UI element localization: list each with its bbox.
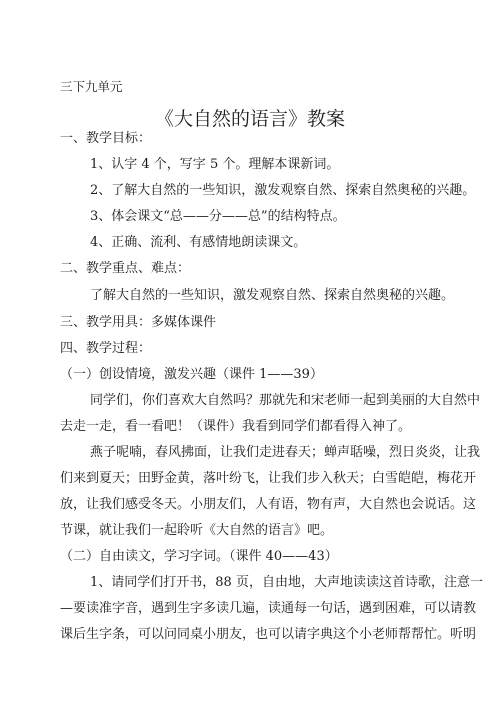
goal-item: 4、正确、流利、有感情地朗读课文。 — [90, 235, 307, 250]
step-heading: （二）自由读文，学习字词。（课件 40——43） — [60, 549, 338, 564]
paragraph-line: 燕子呢喃，春风拂面，让我们走进春天；蝉声聒噪，烈日炎炎，让我 — [90, 445, 481, 460]
goal-item: 2、了解大自然的一些知识，激发观察自然、探索自然奥秘的兴趣。 — [90, 183, 476, 198]
paragraph-line: 节课，就让我们一起聆听《大自然的语言》吧。 — [60, 523, 334, 538]
section-heading: 三、教学用具：多媒体课件 — [60, 315, 217, 330]
goal-item: 3、体会课文“总——分——总”的结构特点。 — [90, 209, 346, 224]
goal-item: 1、认字 4 个，写字 5 个。理解本课新词。 — [90, 157, 340, 172]
paragraph-line: 放，让我们感受冬天。小朋友们，人有语，物有声，大自然也会说话。这 — [60, 497, 477, 512]
paragraph-line: 1、请同学们打开书，88 页，自由地，大声地读读这首诗歌，注意一 — [90, 575, 483, 590]
key-point-text: 了解大自然的一些知识，激发观察自然、探索自然奥秘的兴趣。 — [90, 288, 455, 303]
unit-label: 三下九单元 — [60, 79, 123, 94]
step-heading: （一）创设情境，激发兴趣（课件 1——39） — [60, 367, 323, 382]
section-heading: 二、教学重点、难点： — [60, 261, 191, 276]
paragraph-line: 课后生字条，可以问同桌小朋友，也可以请字典这个小老师帮帮忙。听明 — [60, 627, 477, 642]
section-heading: 一、教学目标： — [60, 131, 152, 146]
page-title: 《大自然的语言》教案 — [154, 108, 345, 130]
paragraph-line: —要读准字音，遇到生字多读几遍，读通每一句话，遇到困难，可以请教 — [60, 601, 477, 616]
paragraph-line: 们来到夏天；田野金黄，落叶纷飞，让我们步入秋天；白雪皑皑，梅花开 — [60, 471, 477, 486]
paragraph-line: 去走一走，看一看吧！（课件）我看到同学们都看得入神了。 — [60, 419, 412, 434]
paragraph-line: 同学们，你们喜欢大自然吗？那就先和宋老师一起到美丽的大自然中 — [90, 393, 481, 408]
section-heading: 四、教学过程： — [60, 341, 152, 356]
